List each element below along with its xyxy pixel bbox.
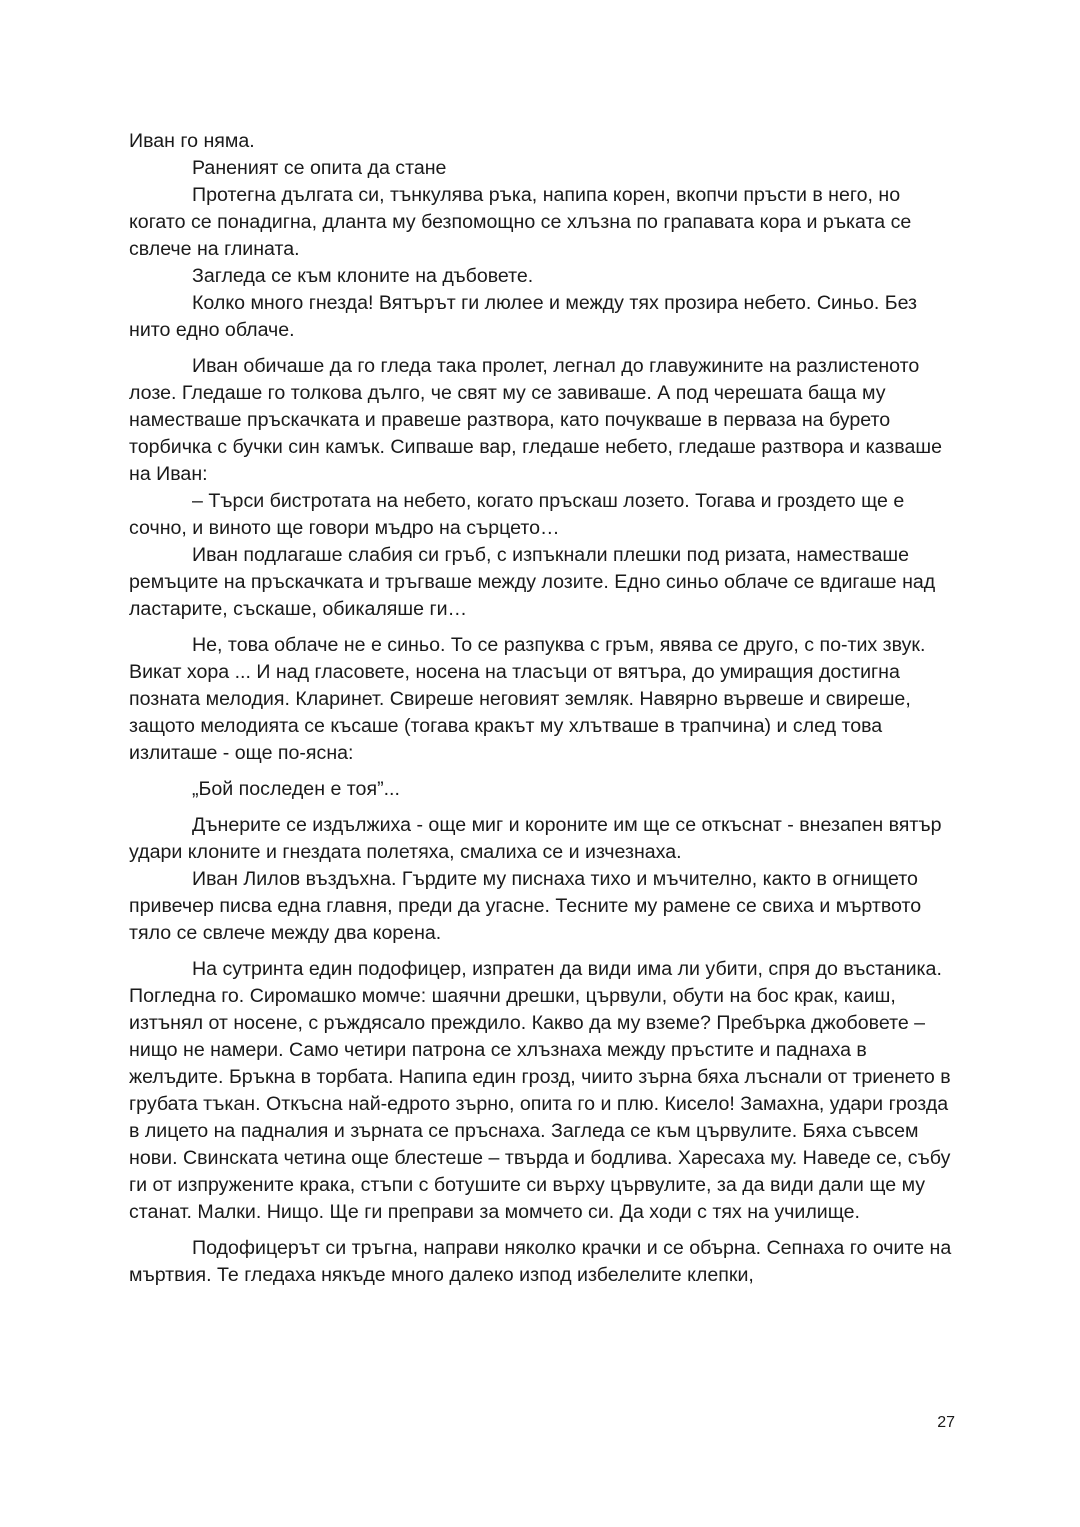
paragraph: Раненият се опита да стане xyxy=(192,157,447,179)
dialogue-line: – Търси бистротата на небето, когато пръскаш лозето. Тогава и гроздето ще е сочно, и виното ще говори мъдро на сърцето… xyxy=(129,490,905,539)
paragraph: Дънерите се издължиха - още миг и короните им ще се откъснат - внезапен вятър удари клоните и гнездата полетяха, смалиха се и изчезнаха. xyxy=(129,814,942,863)
paragraph: Загледа се към клоните на дъбовете. xyxy=(192,265,534,287)
paragraph: Колко много гнезда! Вятърът ги люлее и между тях прозира небето. Синьо. Без нито едно облаче. xyxy=(129,292,918,341)
page-body xyxy=(129,128,954,1289)
paragraph: Иван обичаше да го гледа така пролет, легнал до главужините на разлистеното лозе. Гледаше го толкова дълго, че свят му се завиваше. А под черешата баща му наместваше пръскачката и правеше разтвора, като почукваше в перваза на бурето торбичка с бучки син камък. Сипваше вар, гледаше небето, гледаше разтвора и казваше на Иван: xyxy=(129,355,942,485)
page-number: 27 xyxy=(937,1414,955,1431)
song-quote: „Бой последен е тоя”... xyxy=(192,778,400,800)
paragraph: Иван подлагаше слабия си гръб, с изпъкнали плешки под ризата, наместваше ремъците на пръскачката и тръгваше между лозите. Едно синьо облаче се вдигаше над ластарите, съскаше, обикаляше ги… xyxy=(129,544,936,620)
paragraph: На сутринта един подофицер, изпратен да види има ли убити, спря до въстаника. Погледна го. Сиромашко момче: шаячни дрешки, цървули, обути на бос крак, каиш, изтънял от носене, с ръждясало преждило. Какво да му вземе? Пребърка джобовете – нищо не намери. Само четири патрона се хлъзнаха между пръстите и паднаха в желъдите. Бръкна в торбата. Напипа един грозд, чиито зърна бяха лъснали от триенето в грубата тъкан. Откъсна най-едрото зърно, опита го и плю. Кисело! Замахна, удари грозда в лицето на падналия и зърната се пръснаха. Загледа се към цървулите. Бяха съвсем нови. Свинската четина още блестеше – твърда и бодлива. Харесаха му. Наведе се, събу ги от изпружените крака, стъпи с ботушите си върху цървулите, за да види дали ще му станат. Малки. Нищо. Ще ги преправи за момчето си. Да ходи с тях на училище. xyxy=(129,958,951,1223)
paragraph: Не, това облаче не е синьо. То се разпуква с гръм, явява се друго, с по-тих звук. Викат хора ... И над гласовете, носена на тласъци от вятъра, до умиращия достигна позната мелодия. Кларинет. Свиреше неговият земляк. Навярно вървеше и свиреше, защото мелодията се късаше (тогава кракът му хлътваше в трапчина) и след това излиташе - още по-ясна: xyxy=(129,634,926,764)
paragraph: Подофицерът си тръгна, направи няколко крачки и се обърна. Сепнаха го очите на мъртвия. Те гледаха някъде много далеко изпод избелелите клепки, xyxy=(129,1237,952,1286)
paragraph: Иван го няма. xyxy=(129,130,255,152)
paragraph: Протегна дългата си, тънкулява ръка, напипа корен, вкопчи пръсти в него, но когато се понадигна, дланта му безпомощно се хлъзна по грапавата кора и ръката се свлече на глината. xyxy=(129,184,912,260)
paragraph: Иван Лилов въздъхна. Гърдите му писнаха тихо и мъчително, както в огнището привечер писва една главня, преди да угасне. Тесните му рамене се свиха и мъртвото тяло се свлече между два корена. xyxy=(129,868,922,944)
